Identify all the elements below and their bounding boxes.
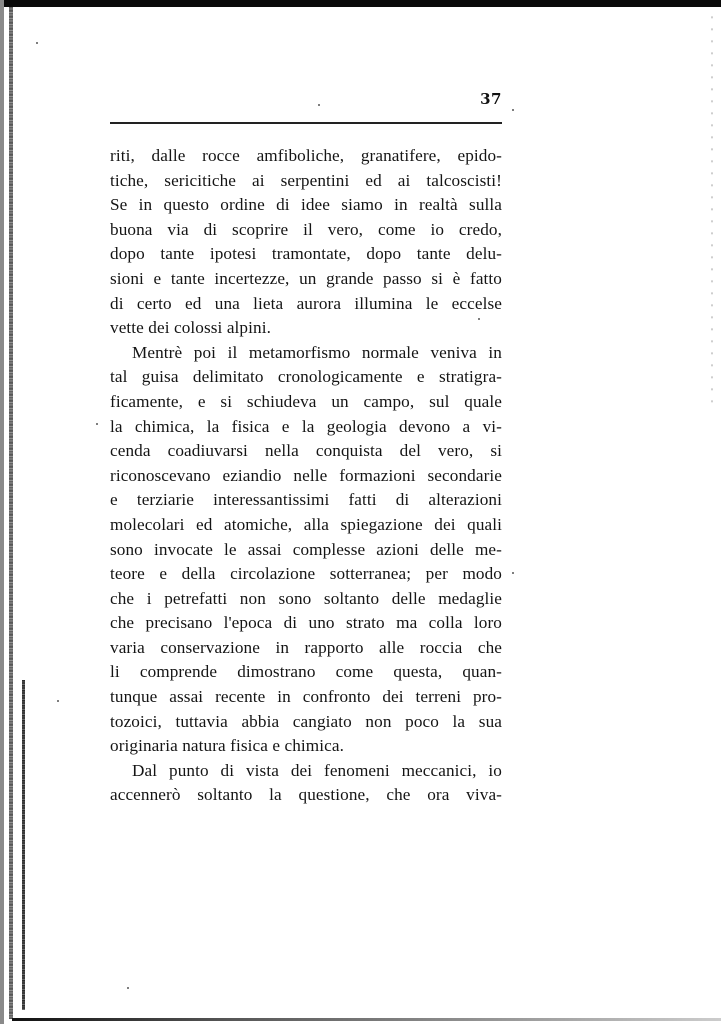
text-line: e terziarie interessantissimi fatti di alterazioni: [110, 490, 502, 510]
text-line: vette dei colossi alpini.: [110, 318, 271, 338]
text-line: buona via di scoprire il vero, come io credo,: [110, 219, 502, 239]
page-number: 37: [480, 90, 502, 108]
text-line: Se in questo ordine di idee siamo in realtà sulla: [110, 195, 502, 215]
scan-right-speckle: [711, 7, 713, 407]
scan-speck: [96, 423, 98, 425]
text-line: cenda coadiuvarsi nella conquista del vero, si: [110, 441, 502, 461]
text-line: riconoscevano eziandio nelle formazioni secondarie: [110, 465, 502, 485]
book-binding-edge: [9, 7, 13, 1019]
paragraph: [110, 341, 502, 759]
header-rule: [110, 122, 502, 124]
text-line: Mentrè poi il metamorfismo normale veniva in: [132, 342, 502, 362]
scan-speck: [57, 700, 59, 702]
scan-speck: [36, 42, 38, 44]
text-line: dopo tante ipotesi tramontate, dopo tante delu-: [110, 244, 502, 264]
paragraph: [110, 144, 502, 341]
text-line: Dal punto di vista dei fenomeni meccanici, io: [132, 760, 502, 780]
scan-bottom-edge: [12, 1018, 721, 1021]
text-line: tozoici, tuttavia abbia cangiato non poco la sua: [110, 711, 502, 731]
scan-speck: [512, 109, 514, 111]
scan-top-border: [0, 0, 721, 7]
scan-speck: [512, 572, 514, 574]
text-line: riti, dalle rocce amfiboliche, granatifere, epido-: [110, 146, 502, 165]
text-line: li comprende dimostrano come questa, quan-: [110, 662, 502, 682]
book-binding-shadow: [22, 680, 25, 1010]
text-line: originaria natura fisica e chimica.: [110, 736, 344, 756]
text-line: che i petrefatti non sono soltanto delle medaglie: [110, 588, 502, 608]
text-line: che precisano l'epoca di uno strato ma colla loro: [110, 613, 502, 633]
paragraph: [110, 759, 502, 808]
text-line: sioni e tante incertezze, un grande passo si è fatto: [110, 268, 502, 288]
text-line: sono invocate le assai complesse azioni delle me-: [110, 539, 502, 559]
text-line: tal guisa delimitato cronologicamente e stratigra-: [110, 367, 502, 387]
text-line: tiche, sericitiche ai serpentini ed ai talcoscisti!: [110, 170, 502, 190]
running-head: [110, 86, 502, 116]
text-line: tunque assai recente in confronto dei terreni pro-: [110, 687, 502, 707]
text-line: molecolari ed atomiche, alla spiegazione dei quali: [110, 514, 502, 534]
text-line: teore e della circolazione sotterranea; per modo: [110, 564, 502, 584]
text-line: di certo ed una lieta aurora illumina le eccelse: [110, 293, 502, 313]
text-line: accennerò soltanto la questione, che ora viva-: [110, 785, 502, 805]
text-line: varia conservazione in rapporto alle roccia che: [110, 637, 502, 657]
text-line: ficamente, e si schiudeva un campo, sul quale: [110, 391, 502, 411]
scan-speck: [127, 987, 129, 989]
text-line: la chimica, la fisica e la geologia devono a vi-: [110, 416, 502, 436]
body-text: [110, 144, 502, 808]
scan-left-margin: [0, 0, 4, 1024]
